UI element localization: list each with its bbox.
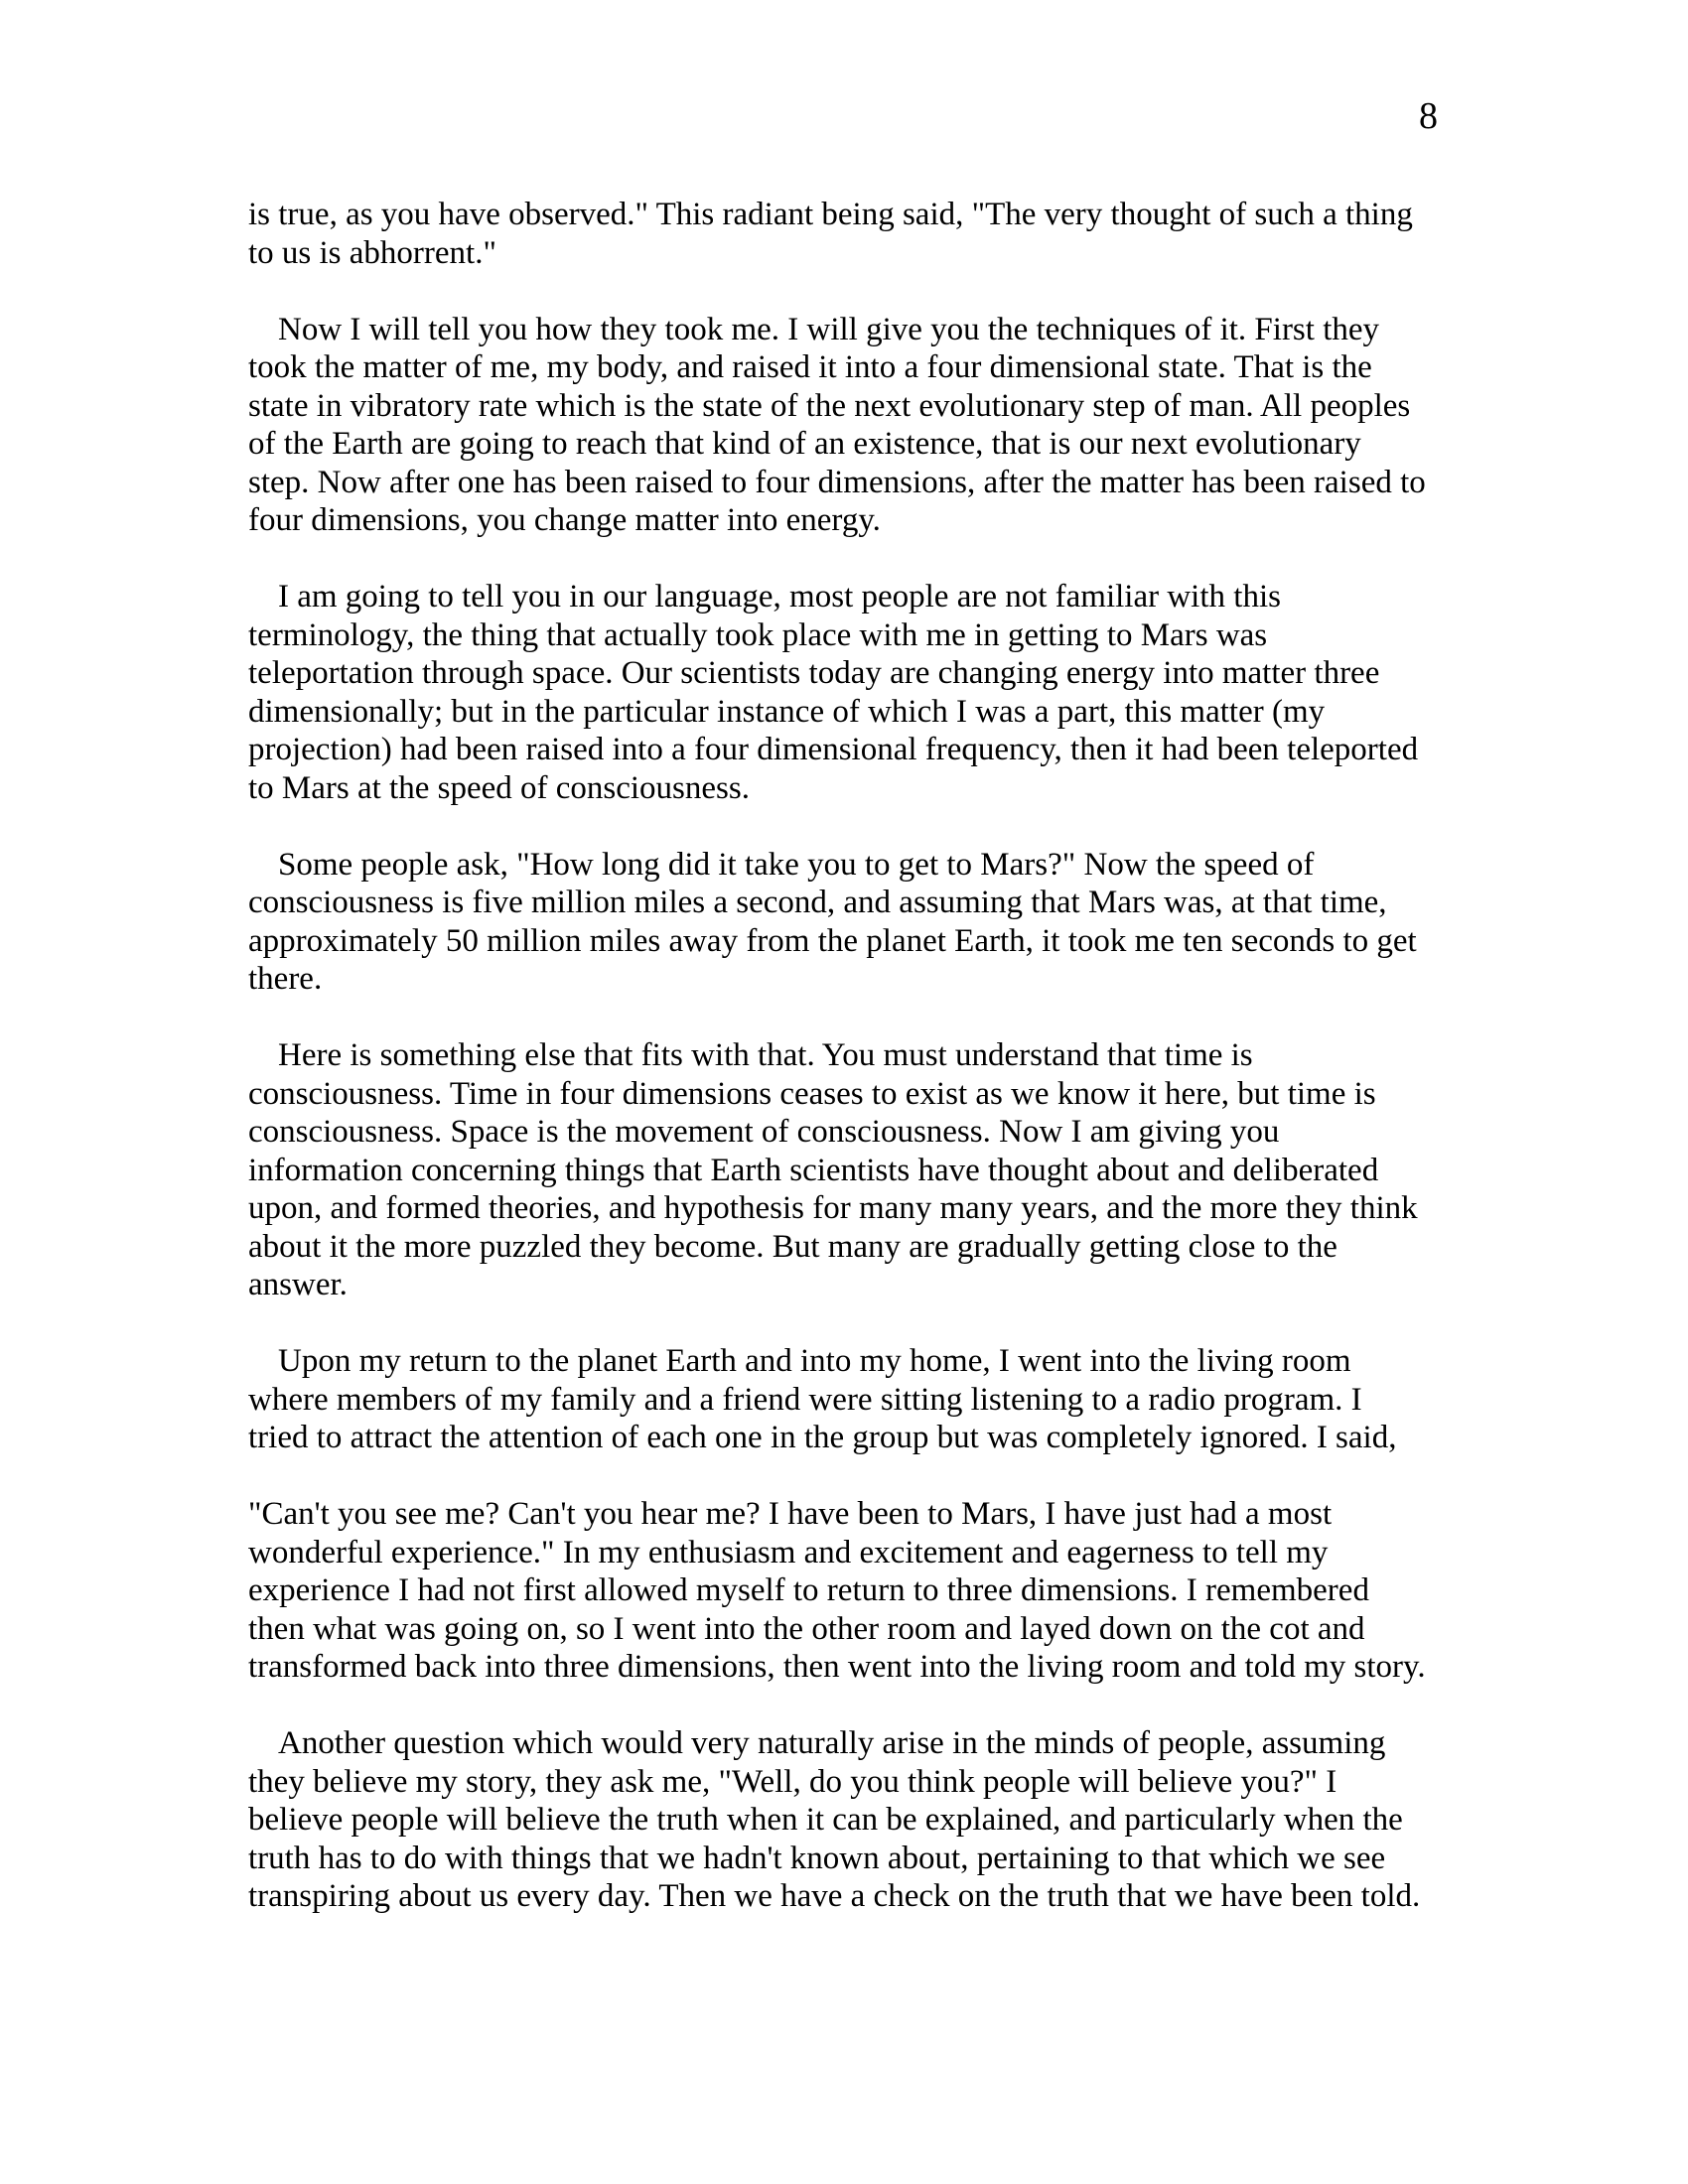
- text-line: is true, as you have observed." This radiant being said, "The very thought of such a thing: [248, 197, 1413, 232]
- text-line: Now I will tell you how they took me. I will give you the techniques of it. First they: [278, 311, 1380, 347]
- text-line: teleportation through space. Our scientists today are changing energy into matter three: [248, 655, 1380, 691]
- text-line: projection) had been raised into a four dimensional frequency, then it had been teleported: [248, 732, 1419, 767]
- text-line: there.: [248, 961, 323, 997]
- document-body: [248, 196, 1450, 1916]
- text-line: tried to attract the attention of each one in the group but was completely ignored. I said,: [248, 1420, 1397, 1455]
- text-line: about it the more puzzled they become. But many are gradually getting close to the: [248, 1228, 1337, 1265]
- paragraph: [248, 1342, 1450, 1457]
- paragraph: [248, 1036, 1450, 1304]
- text-line: then what was going on, so I went into the other room and layed down on the cot and: [248, 1610, 1365, 1647]
- paragraph: [248, 846, 1450, 999]
- text-line: consciousness is five million miles a second, and assuming that Mars was, at that time,: [248, 885, 1387, 920]
- text-line: Another question which would very naturally arise in the minds of people, assuming: [278, 1725, 1386, 1761]
- text-line: truth has to do with things that we hadn't known about, pertaining to that which we see: [248, 1840, 1386, 1876]
- text-line: wonderful experience." In my enthusiasm and excitement and eagerness to tell my: [248, 1534, 1329, 1570]
- paragraph: [248, 1724, 1450, 1916]
- text-line: believe people will believe the truth when it can be explained, and particularly when the: [248, 1802, 1403, 1838]
- text-line: step. Now after one has been raised to four dimensions, after the matter has been raised to: [248, 464, 1426, 500]
- paragraph: [248, 311, 1450, 540]
- text-line: where members of my family and a friend were sitting listening to a radio program. I: [248, 1381, 1362, 1418]
- text-line: approximately 50 million miles away from the planet Earth, it took me ten seconds to get: [248, 922, 1417, 959]
- text-line: consciousness. Time in four dimensions ceases to exist as we know it here, but time is: [248, 1075, 1376, 1112]
- text-line: terminology, the thing that actually took place with me in getting to Mars was: [248, 616, 1268, 653]
- text-line: transpiring about us every day. Then we have a check on the truth that we have been told.: [248, 1878, 1421, 1914]
- page-number: 8: [1419, 95, 1438, 137]
- text-line: information concerning things that Earth scientists have thought about and deliberated: [248, 1152, 1379, 1188]
- paragraph: [248, 578, 1450, 807]
- text-line: consciousness. Space is the movement of consciousness. Now I am giving you: [248, 1114, 1280, 1150]
- text-line: Here is something else that fits with that. You must understand that time is: [278, 1037, 1253, 1073]
- paragraph: [248, 1495, 1450, 1687]
- paragraph: [248, 196, 1450, 272]
- text-line: answer.: [248, 1267, 348, 1302]
- text-line: they believe my story, they ask me, "Well, do you think people will believe you?" I: [248, 1763, 1337, 1800]
- text-line: transformed back into three dimensions, then went into the living room and told my story.: [248, 1649, 1426, 1685]
- text-line: "Can't you see me? Can't you hear me? I have been to Mars, I have just had a most: [248, 1496, 1333, 1532]
- text-line: I am going to tell you in our language, most people are not familiar with this: [278, 579, 1281, 614]
- text-line: upon, and formed theories, and hypothesis for many many years, and the more they think: [248, 1190, 1418, 1226]
- text-line: state in vibratory rate which is the state of the next evolutionary step of man. All peoples: [248, 387, 1411, 424]
- text-line: Some people ask, "How long did it take you to get to Mars?" Now the speed of: [278, 846, 1315, 883]
- text-line: dimensionally; but in the particular instance of which I was a part, this matter (my: [248, 693, 1326, 730]
- text-line: to us is abhorrent.": [248, 234, 496, 271]
- text-line: of the Earth are going to reach that kind of an existence, that is our next evolutionary: [248, 426, 1361, 462]
- text-line: experience I had not first allowed myself to return to three dimensions. I remembered: [248, 1572, 1369, 1608]
- text-line: took the matter of me, my body, and raised it into a four dimensional state. That is the: [248, 349, 1372, 385]
- text-line: four dimensions, you change matter into energy.: [248, 502, 881, 538]
- text-line: to Mars at the speed of consciousness.: [248, 769, 750, 806]
- text-line: Upon my return to the planet Earth and into my home, I went into the living room: [278, 1343, 1351, 1379]
